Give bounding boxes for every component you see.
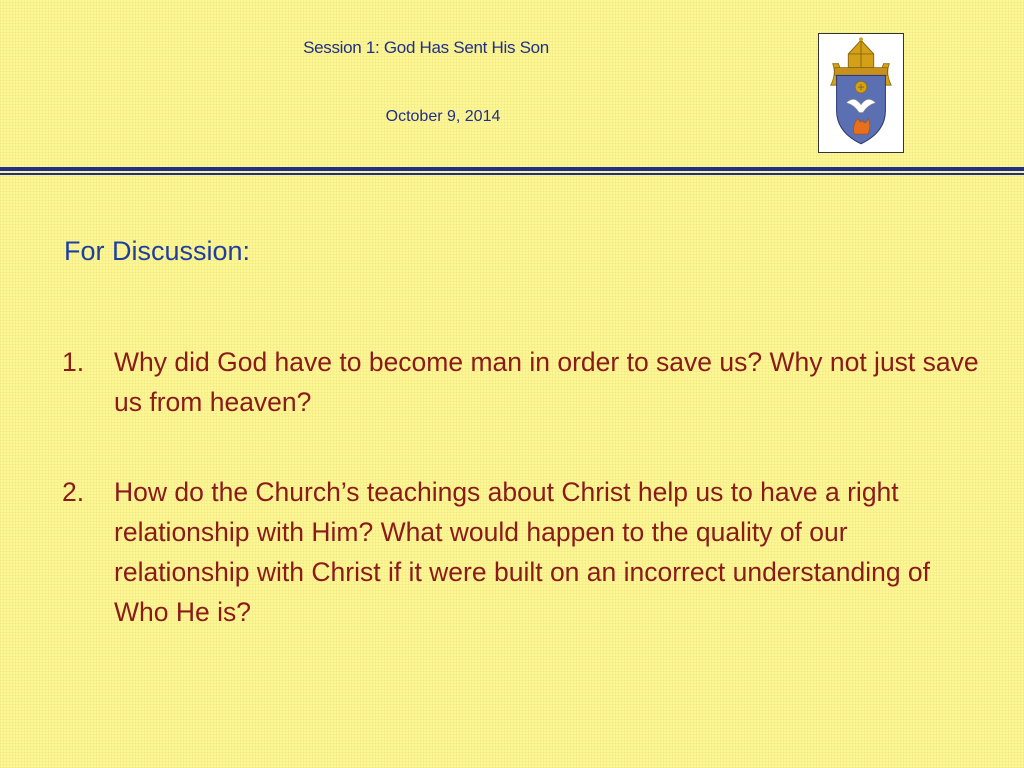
discussion-heading: For Discussion: xyxy=(64,236,251,266)
question-list xyxy=(62,342,982,682)
question-text: How do the Church’s teachings about Christ help us to have a right relationship with Him? What would happen to the quality of our relationship with Christ if it were built on an incorrect understanding of Who He is? xyxy=(114,477,931,627)
question-number: 2. xyxy=(62,477,85,507)
slide-date: October 9, 2014 xyxy=(385,108,501,125)
list-item xyxy=(62,342,982,422)
slide-title: Session 1: God Has Sent His Son xyxy=(303,38,549,57)
diocesan-coat-of-arms-icon xyxy=(819,34,903,152)
list-item xyxy=(62,472,982,632)
header-divider-thin xyxy=(0,173,1024,175)
crest-logo xyxy=(818,33,904,153)
header-divider-thick xyxy=(0,167,1024,171)
question-number: 1. xyxy=(62,347,85,377)
question-text: Why did God have to become man in order to save us? Why not just save us from heaven? xyxy=(114,347,979,417)
